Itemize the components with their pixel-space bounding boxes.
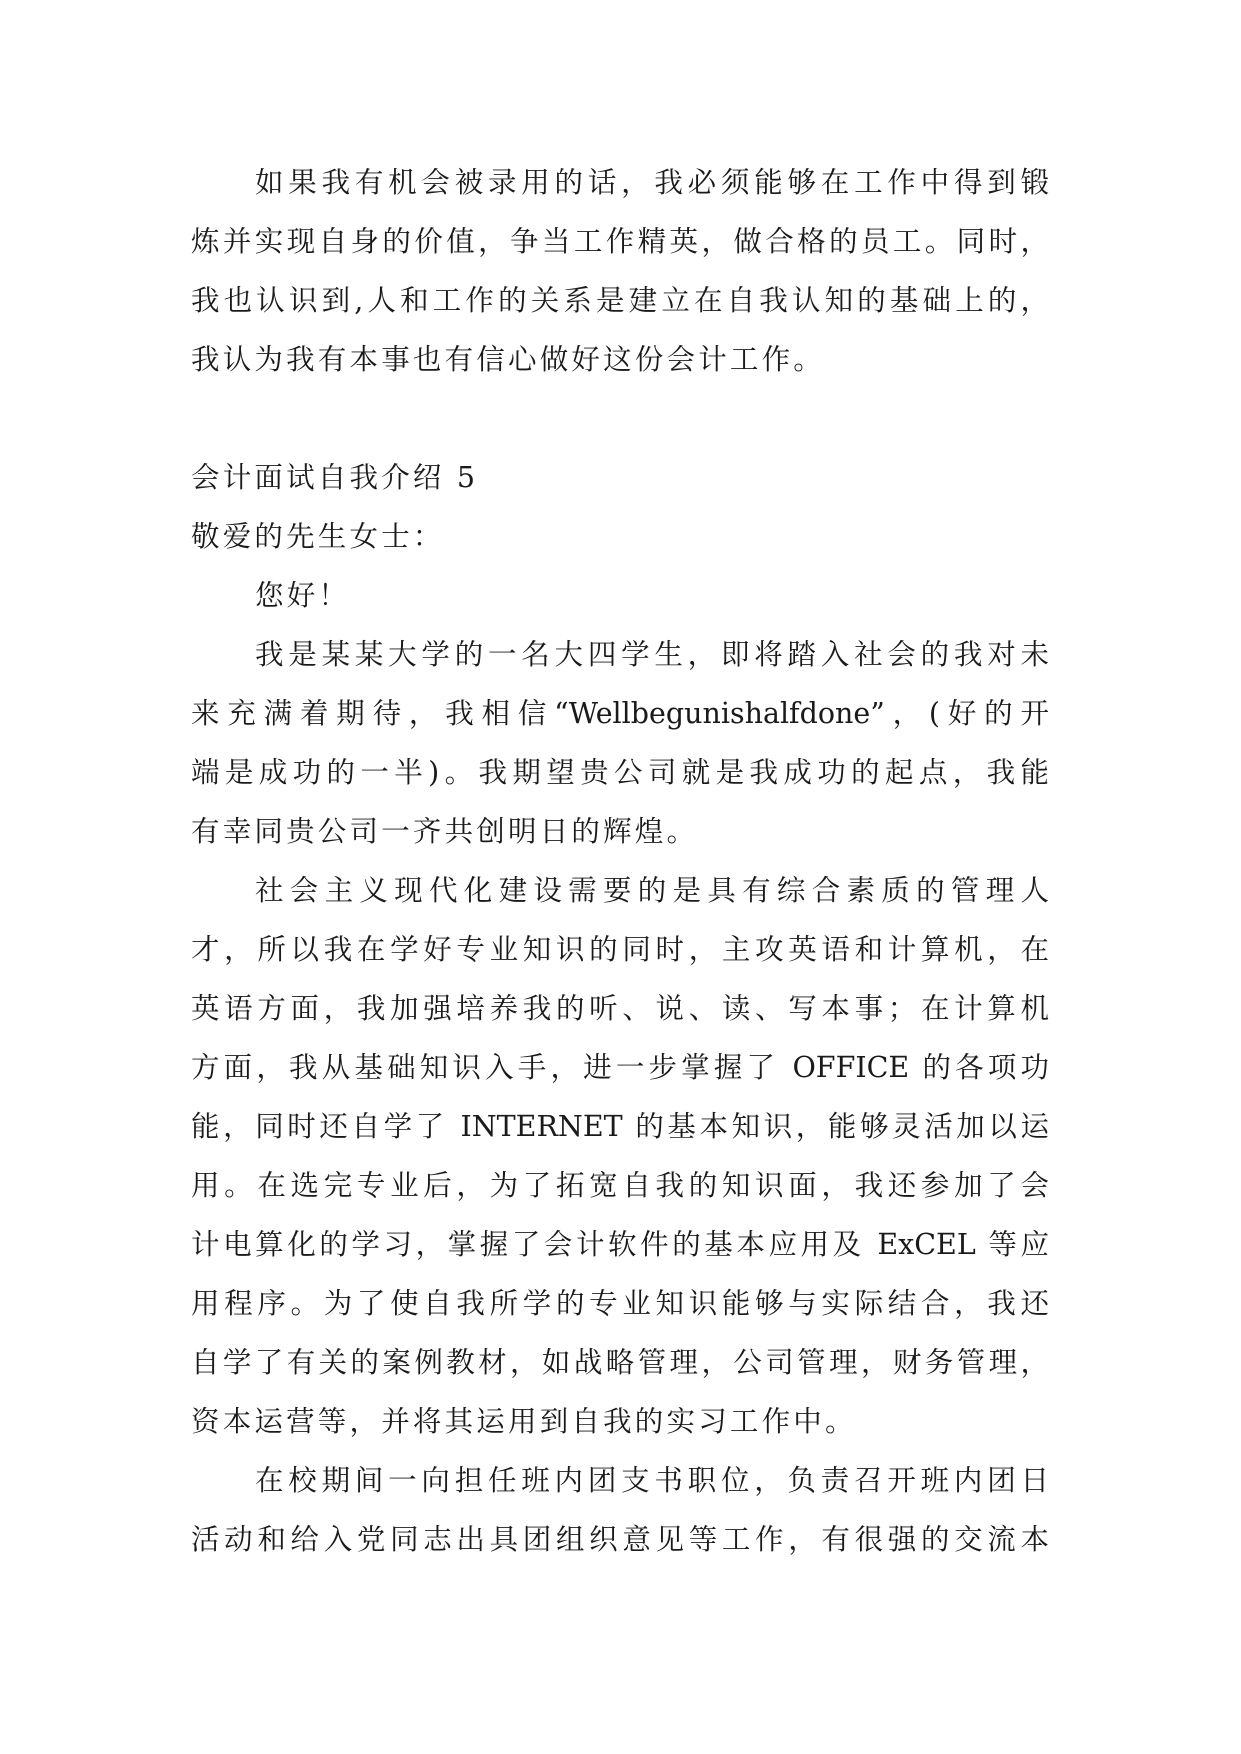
paragraph-line: 方面，我从基础知识入手，进一步掌握了 OFFICE 的各项功 xyxy=(191,1051,1049,1084)
paragraph-line: 用程序。为了使自我所学的专业知识能够与实际结合，我还 xyxy=(191,1287,1049,1320)
paragraph-line: 炼并实现自身的价值，争当工作精英，做合格的员工。同时， xyxy=(191,225,1049,258)
paragraph-line: 英语方面，我加强培养我的听、说、读、写本事；在计算机 xyxy=(191,992,1049,1025)
greeting: 您好！ xyxy=(255,579,351,612)
salutation: 敬爱的先生女士： xyxy=(191,520,445,553)
paragraph-line: 端是成功的一半)。我期望贵公司就是我成功的起点，我能 xyxy=(191,756,1049,789)
paragraph-line: 能，同时还自学了 INTERNET 的基本知识，能够灵活加以运 xyxy=(191,1110,1049,1143)
paragraph-line: 我也认识到,人和工作的关系是建立在自我认知的基础上的， xyxy=(191,284,1049,317)
section-heading: 会计面试自我介绍 5 xyxy=(191,461,479,494)
paragraph-line: 自学了有关的案例教材，如战略管理，公司管理，财务管理， xyxy=(191,1346,1049,1379)
paragraph-line: 在校期间一向担任班内团支书职位，负责召开班内团日 xyxy=(255,1464,1049,1497)
paragraph-line: 资本运营等，并将其运用到自我的实习工作中。 xyxy=(191,1405,857,1438)
paragraph-line: 用。在选完专业后，为了拓宽自我的知识面，我还参加了会 xyxy=(191,1169,1049,1202)
paragraph-line: 计电算化的学习，掌握了会计软件的基本应用及 ExCEL 等应 xyxy=(191,1228,1049,1261)
paragraph-line: 我认为我有本事也有信心做好这份会计工作。 xyxy=(191,343,826,376)
paragraph-line: 活动和给入党同志出具团组织意见等工作，有很强的交流本 xyxy=(191,1523,1049,1556)
paragraph-line: 我是某某大学的一名大四学生，即将踏入社会的我对未 xyxy=(255,638,1049,671)
paragraph-line: 社会主义现代化建设需要的是具有综合素质的管理人 xyxy=(255,874,1049,907)
paragraph-line: 才，所以我在学好专业知识的同时，主攻英语和计算机，在 xyxy=(191,933,1049,966)
paragraph-line: 有幸同贵公司一齐共创明日的辉煌。 xyxy=(191,815,699,848)
paragraph-line: 如果我有机会被录用的话，我必须能够在工作中得到锻 xyxy=(255,166,1049,199)
paragraph-line: 来充满着期待，我相信“Wellbegunishalfdone”，(好的开 xyxy=(191,697,1049,730)
